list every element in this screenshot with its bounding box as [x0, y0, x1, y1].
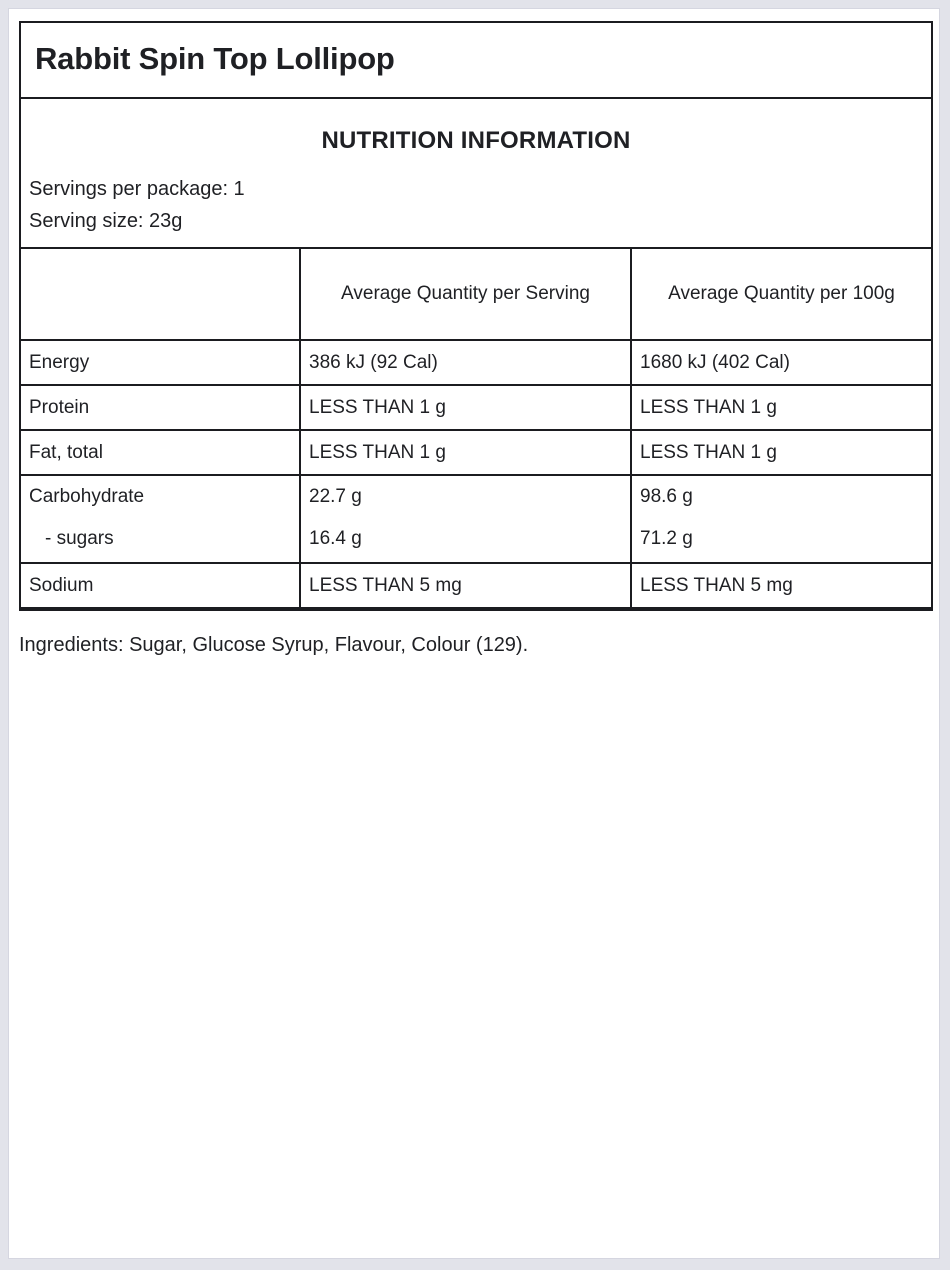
nutrient-per-serving: LESS THAN 1 g — [300, 430, 631, 475]
nutrient-per-serving: LESS THAN 1 g — [300, 385, 631, 430]
nutrient-per-serving: 386 kJ (92 Cal) — [300, 340, 631, 385]
nutrient-per-serving-group — [300, 475, 631, 563]
column-header-per-100g: Average Quantity per 100g — [631, 248, 931, 340]
nutrient-per-serving: 22.7 g — [309, 486, 362, 507]
column-header-per-serving: Average Quantity per Serving — [300, 248, 631, 340]
ingredients-text: Ingredients: Sugar, Glucose Syrup, Flavour, Colour (129). — [19, 634, 529, 656]
nutrient-name: Protein — [21, 385, 300, 430]
nutrient-per-100g: 1680 kJ (402 Cal) — [631, 340, 931, 385]
nutrition-information-panel — [19, 99, 933, 611]
nutrient-name: Sodium — [21, 563, 300, 608]
nutrition-information-heading: NUTRITION INFORMATION — [321, 127, 631, 154]
nutrient-sub-per-100g: 71.2 g — [640, 528, 693, 549]
nutrition-table — [21, 247, 931, 609]
nutrient-sub-name: - sugars — [45, 528, 114, 549]
page-title: Rabbit Spin Top Lollipop — [35, 40, 395, 76]
table-header-row — [21, 248, 931, 340]
table-row — [21, 475, 931, 563]
nutrient-per-100g: LESS THAN 1 g — [631, 430, 931, 475]
table-row — [21, 430, 931, 475]
nutrient-sub-per-serving: 16.4 g — [309, 528, 362, 549]
table-row — [21, 385, 931, 430]
label-card — [8, 8, 940, 1259]
nutrient-per-100g: LESS THAN 1 g — [631, 385, 931, 430]
nutrient-per-100g: 98.6 g — [640, 486, 693, 507]
serving-info — [21, 165, 931, 247]
servings-per-package: Servings per package: 1 — [29, 178, 245, 200]
table-row — [21, 563, 931, 608]
nutrient-name: Energy — [21, 340, 300, 385]
nutrient-name-group — [21, 475, 300, 563]
column-header-nutrient — [21, 248, 300, 340]
nutrient-per-100g-group — [631, 475, 931, 563]
serving-size: Serving size: 23g — [29, 210, 183, 232]
nutrient-per-100g: LESS THAN 5 mg — [631, 563, 931, 608]
nutrient-name: Fat, total — [21, 430, 300, 475]
nutrition-label — [19, 21, 933, 659]
nutrient-per-serving: LESS THAN 5 mg — [300, 563, 631, 608]
table-row — [21, 340, 931, 385]
product-title-block — [19, 21, 933, 99]
nutrient-name: Carbohydrate — [29, 486, 145, 507]
